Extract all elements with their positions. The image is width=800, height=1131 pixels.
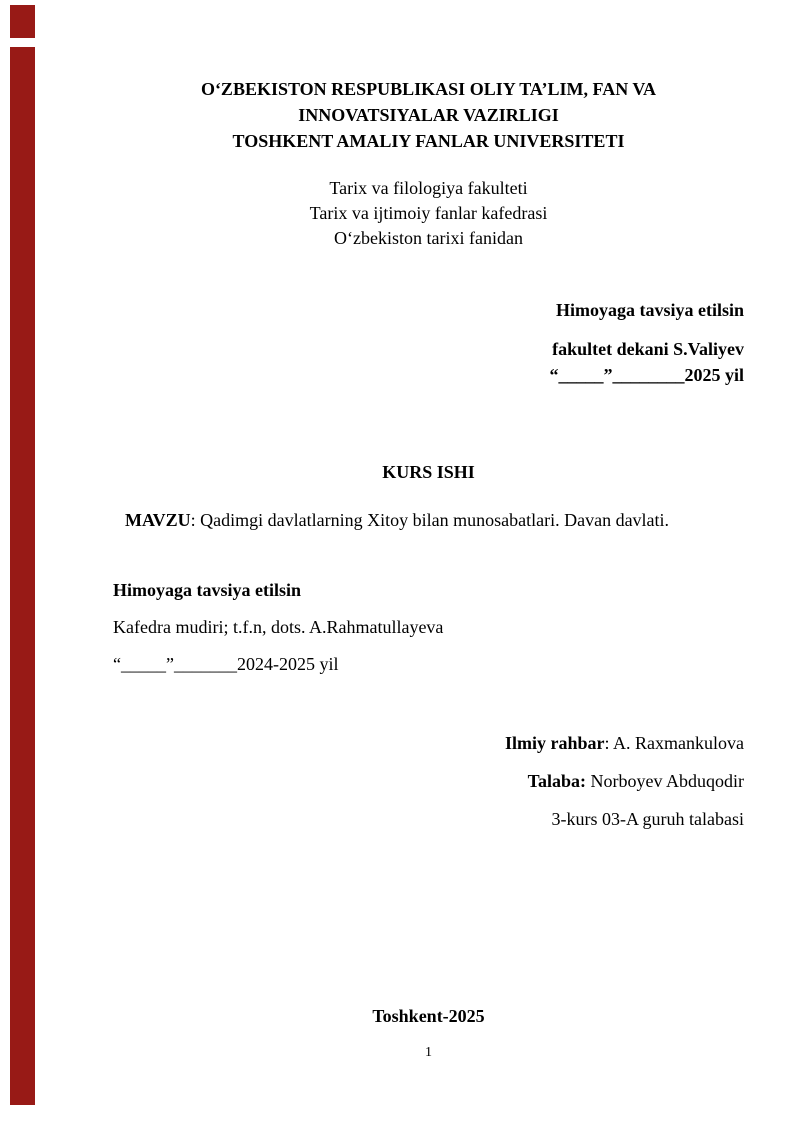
student-name: Norboyev Abduqodir	[586, 771, 744, 791]
advisor-label: Ilmiy rahbar	[505, 733, 605, 753]
dean-approval-title: Himoyaga tavsiya etilsin	[556, 300, 744, 320]
topic-text: : Qadimgi davlatlarning Xitoy bilan munosabatlari. Davan davlati.	[190, 510, 670, 530]
ministry-line-1: O‘ZBEKISTON RESPUBLIKASI OLIY TA’LIM, FAN VA	[200, 79, 657, 99]
student-line	[113, 768, 744, 794]
chair-approval-block	[113, 577, 744, 677]
chair-date-line: “_____”_______2024-2025 yil	[113, 654, 339, 674]
subject-name: O‘zbekiston tarixi fanidan	[334, 228, 523, 248]
chair-head-line: Kafedra mudiri; t.f.n, dots. A.Rahmatullayeva	[113, 617, 444, 637]
student-label: Talaba:	[527, 771, 587, 791]
left-accent-stripe	[10, 47, 35, 1105]
advisor-name: : A. Raxmankulova	[604, 733, 744, 753]
faculty-name: Tarix va filologiya fakulteti	[329, 178, 528, 198]
department-header	[113, 176, 744, 251]
city-year: Toshkent-2025	[372, 1006, 485, 1026]
dean-date-line: “_____”________2025 yil	[549, 365, 744, 385]
dean-name-line: fakultet dekani S.Valiyev	[552, 339, 744, 359]
advisor-line	[113, 730, 744, 756]
ministry-line-2: INNOVATSIYALAR VAZIRLIGI	[298, 105, 559, 125]
chair-approval-title: Himoyaga tavsiya etilsin	[113, 580, 301, 600]
topic-line	[113, 510, 744, 531]
work-type-title: KURS ISHI	[382, 462, 475, 482]
chair-name: Tarix va ijtimoiy fanlar kafedrasi	[309, 203, 548, 223]
topic-label: MAVZU	[125, 510, 191, 530]
student-group-line: 3-kurs 03-A guruh talabasi	[551, 809, 744, 829]
people-block	[113, 730, 744, 832]
university-name: TOSHKENT AMALIY FANLAR UNIVERSITETI	[232, 131, 625, 151]
page-number: 1	[425, 1045, 432, 1060]
dean-approval-block	[113, 297, 744, 388]
left-accent-stripe-top	[10, 5, 35, 38]
ministry-header	[113, 76, 744, 154]
